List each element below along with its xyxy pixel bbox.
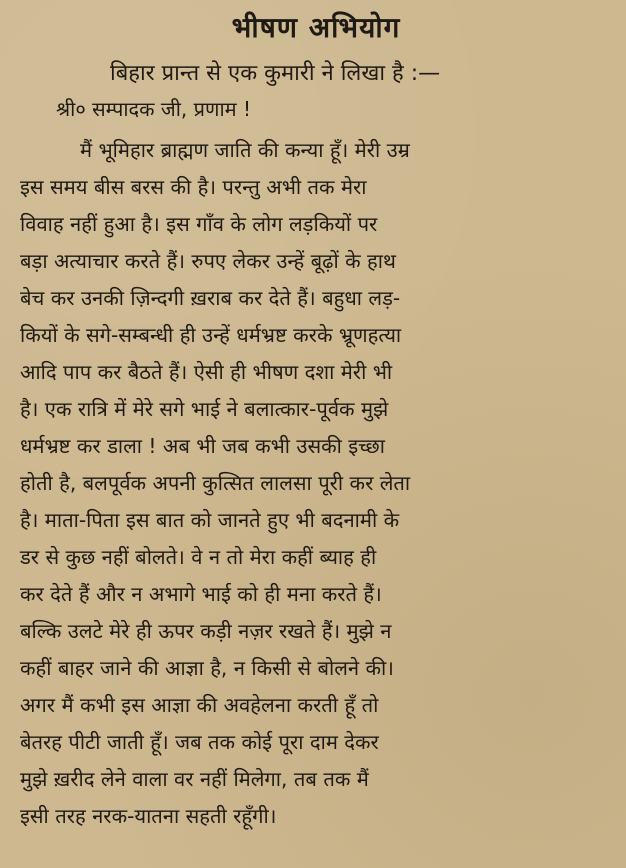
text-line: इसी तरह नरक-यातना सहती रहूँगी। bbox=[20, 804, 277, 828]
text-line: है। माता-पिता इस बात को जानते हुए भी बदनामी के bbox=[20, 508, 400, 532]
text-line: डर से कुछ नहीं बोलते। वे न तो मेरा कहीं ब्याह ही bbox=[20, 545, 377, 569]
text-line: बेच कर उनकी ज़िन्दगी ख़राब कर देते हैं। बहुधा लड़- bbox=[20, 286, 401, 310]
text-line: मैं भूमिहार ब्राह्मण जाति की कन्या हूँ। मेरी उम्र bbox=[80, 138, 410, 162]
salutation: श्री० सम्पादक जी, प्रणाम ! bbox=[56, 97, 251, 121]
intro-line: बिहार प्रान्त से एक कुमारी ने लिखा है :— bbox=[110, 61, 441, 86]
text-line: बड़ा अत्याचार करते हैं। रुपए लेकर उन्हें बूढ़ों के हाथ bbox=[20, 249, 396, 273]
text-line: विवाह नहीं हुआ है। इस गाँव के लोग लड़कियों पर bbox=[20, 212, 378, 236]
text-line: इस समय बीस बरस की है। परन्तु अभी तक मेरा bbox=[20, 175, 367, 199]
text-line: अगर मैं कभी इस आज्ञा की अवहेलना करती हूँ तो bbox=[20, 693, 379, 717]
text-line: कर देते हैं और न अभागे भाई को ही मना करते हैं। bbox=[20, 582, 382, 606]
text-line: धर्मभ्रष्ट कर डाला ! अब भी जब कभी उसकी इच्छा bbox=[20, 434, 385, 458]
text-line: कहीं बाहर जाने की आज्ञा है, न किसी से बोलने की। bbox=[20, 656, 394, 680]
text-line: बल्कि उलटे मेरे ही ऊपर कड़ी नज़र रखते हैं। मुझे न bbox=[20, 619, 392, 643]
text-line: आदि पाप कर बैठते हैं। ऐसी ही भीषण दशा मेरी भी bbox=[20, 360, 393, 384]
text-line: मुझे ख़रीद लेने वाला वर नहीं मिलेगा, तब तक मैं bbox=[20, 767, 369, 791]
text-line: बेतरह पीटी जाती हूँ। जब तक कोई पूरा दाम देकर bbox=[20, 730, 379, 754]
letter-body bbox=[20, 132, 612, 835]
text-line: है। एक रात्रि में मेरे सगे भाई ने बलात्कार-पूर्वक मुझे bbox=[20, 397, 389, 421]
article-title: भीषण अभियोग bbox=[231, 11, 401, 44]
text-line: होती है, बलपूर्वक अपनी कुत्सित लालसा पूरी कर लेता bbox=[20, 471, 411, 495]
text-line: कियों के सगे-सम्बन्धी ही उन्हें धर्मभ्रष्ट करके भ्रूणहत्या bbox=[20, 323, 402, 347]
